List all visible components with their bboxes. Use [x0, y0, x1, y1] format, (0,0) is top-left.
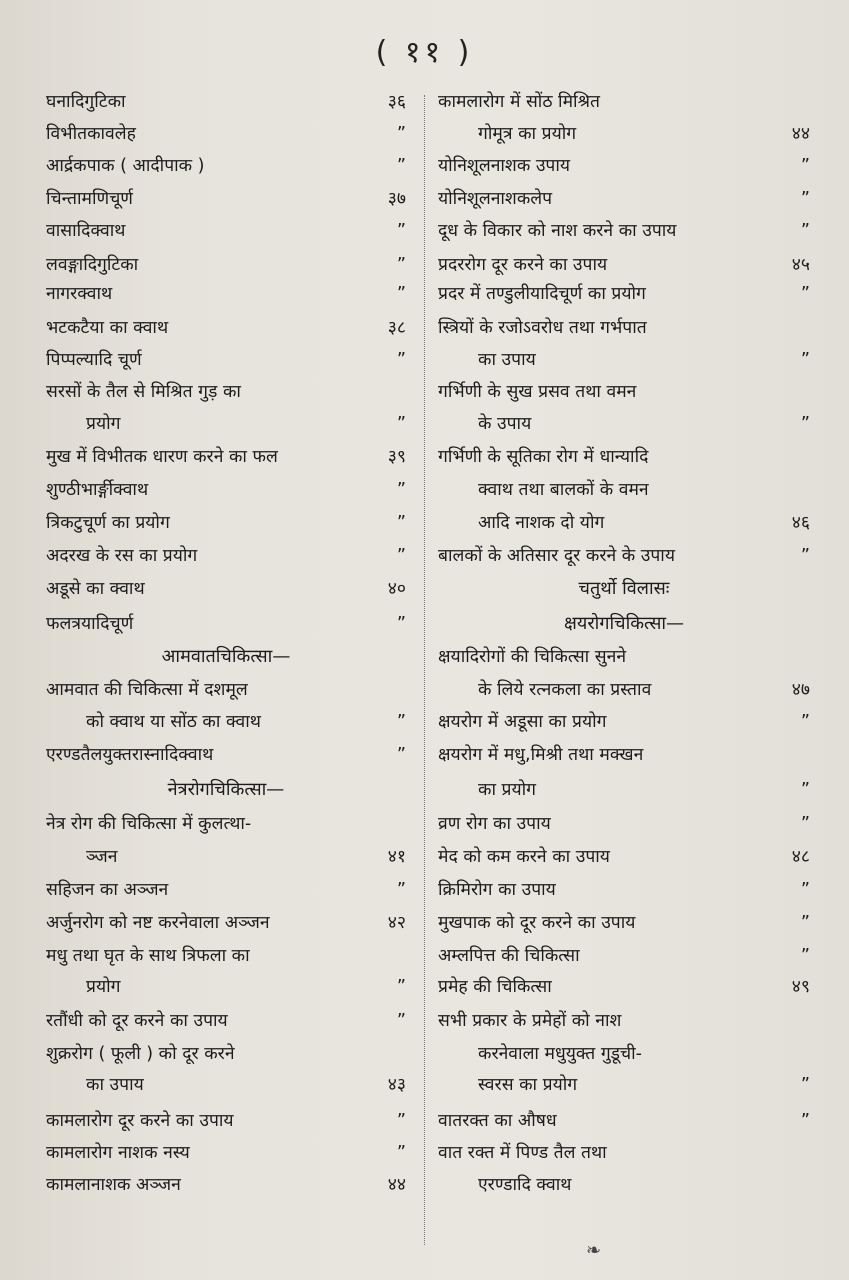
entry-page-number: ४४ — [791, 124, 810, 144]
toc-entry — [46, 876, 406, 904]
entry-title: के उपाय — [478, 414, 532, 434]
entry-title: क्षयरोग में अडूसा का प्रयोग — [438, 712, 607, 732]
entry-page-number: ” — [800, 546, 810, 566]
entry-title: शुक्ररोग ( फूली ) को दूर करने — [46, 1044, 235, 1064]
section-heading — [438, 575, 810, 603]
toc-entry — [46, 1139, 406, 1167]
toc-entry — [438, 843, 810, 871]
entry-title: मुख में विभीतक धारण करने का फल — [46, 447, 278, 467]
entry-page-number: ” — [396, 745, 406, 765]
toc-entry — [438, 1107, 810, 1135]
entry-page-number: ३७ — [387, 189, 406, 209]
entry-page-number: ४५ — [791, 255, 810, 275]
entry-title: वासादिक्वाथ — [46, 221, 126, 241]
entry-title: वात रक्त में पिण्ड तैल तथा — [438, 1143, 607, 1163]
entry-title: क्षयादिरोगों की चिकित्सा सुनने — [438, 647, 627, 667]
entry-title: का उपाय — [86, 1075, 144, 1095]
toc-entry — [438, 346, 810, 374]
toc-entry — [438, 378, 810, 406]
entry-title: शुण्ठीभार्ङ्गीक्वाथ — [46, 480, 149, 500]
entry-title: प्रमेह की चिकित्सा — [438, 977, 552, 997]
entry-title: प्रदररोग दूर करने का उपाय — [438, 255, 608, 275]
entry-title: क्षयरोग में मधु,मिश्री तथा मक्खन — [438, 745, 644, 765]
section-heading — [438, 610, 810, 638]
entry-page-number: ” — [800, 350, 810, 370]
entry-page-number: ” — [396, 977, 406, 997]
entry-page-number: ” — [800, 189, 810, 209]
toc-entry — [438, 676, 810, 704]
toc-entry — [438, 476, 810, 504]
entry-title: का उपाय — [478, 350, 536, 370]
entry-title: त्रिकटुचूर्ण का प्रयोग — [46, 513, 170, 533]
entry-title: एरण्डतैलयुक्तरास्नादिक्वाथ — [46, 745, 214, 765]
entry-page-number: ” — [800, 880, 810, 900]
toc-entry — [46, 280, 406, 308]
toc-entry — [46, 251, 406, 279]
entry-page-number: ” — [800, 1111, 810, 1131]
printer-mark-icon: ❧ — [586, 1240, 602, 1261]
toc-entry — [46, 1171, 406, 1199]
entry-title: के लिये रत्नकला का प्रस्ताव — [478, 680, 652, 700]
entry-page-number: ” — [800, 414, 810, 434]
toc-entry — [438, 1040, 810, 1068]
entry-page-number: ” — [396, 1111, 406, 1131]
entry-title: कामलारोग में सोंठ मिश्रित — [438, 92, 600, 112]
toc-entry — [438, 708, 810, 736]
entry-page-number: ” — [800, 814, 810, 834]
entry-title: को क्वाथ या सोंठ का क्वाथ — [86, 712, 261, 732]
entry-page-number: ” — [396, 350, 406, 370]
toc-entry — [46, 410, 406, 438]
toc-entry — [46, 476, 406, 504]
entry-title: सहिजन का अञ्जन — [46, 880, 169, 900]
entry-page-number: ४३ — [387, 1075, 406, 1095]
toc-entry — [438, 1071, 810, 1099]
toc-entry — [438, 185, 810, 213]
entry-page-number: ४६ — [791, 513, 810, 533]
toc-entry — [46, 909, 406, 937]
entry-title: योनिशूलनाशकलेप — [438, 189, 553, 209]
entry-page-number: ४९ — [791, 977, 810, 997]
entry-title: विभीतकावलेह — [46, 124, 136, 144]
entry-page-number: ४८ — [791, 847, 810, 867]
toc-entry — [438, 942, 810, 970]
entry-title: आर्द्रकपाक ( आदीपाक ) — [46, 156, 205, 176]
toc-entry — [46, 676, 406, 704]
entry-title: बालकों के अतिसार दूर करने के उपाय — [438, 546, 675, 566]
toc-entry — [438, 776, 810, 804]
toc-entry — [438, 120, 810, 148]
entry-page-number: ” — [800, 780, 810, 800]
toc-entry — [438, 542, 810, 570]
entry-page-number: ” — [396, 255, 406, 275]
toc-entry — [46, 708, 406, 736]
entry-title: योनिशूलनाशक उपाय — [438, 156, 571, 176]
entry-title: दूध के विकार को नाश करने का उपाय — [438, 221, 677, 241]
entry-title: प्रयोग — [86, 414, 121, 434]
entry-page-number: ” — [396, 880, 406, 900]
toc-entry — [46, 185, 406, 213]
entry-title: गोमूत्र का प्रयोग — [478, 124, 577, 144]
toc-entry — [46, 346, 406, 374]
entry-title: का प्रयोग — [478, 780, 537, 800]
toc-entry — [46, 1071, 406, 1099]
entry-title: मधु तथा घृत के साथ त्रिफला का — [46, 946, 250, 966]
toc-entry — [46, 810, 406, 838]
entry-page-number: ३९ — [387, 447, 406, 467]
entry-title: अडूसे का क्वाथ — [46, 579, 145, 599]
section-heading — [46, 776, 406, 804]
entry-page-number: ४७ — [791, 680, 810, 700]
toc-entry — [46, 741, 406, 769]
entry-page-number: ४१ — [387, 847, 406, 867]
entry-title: स्वरस का प्रयोग — [478, 1075, 578, 1095]
column-divider — [424, 95, 425, 1245]
toc-entry — [46, 88, 406, 116]
toc-entry — [46, 152, 406, 180]
entry-title: रतौंधी को दूर करने का उपाय — [46, 1011, 228, 1031]
toc-entry — [46, 314, 406, 342]
entry-page-number: ” — [396, 414, 406, 434]
entry-page-number: ” — [800, 1075, 810, 1095]
entry-title: करनेवाला मधुयुक्त गुडूची- — [478, 1044, 643, 1064]
entry-title: नेत्र रोग की चिकित्सा में कुलत्था- — [46, 814, 252, 834]
toc-entry — [46, 1107, 406, 1135]
entry-page-number: ” — [800, 946, 810, 966]
entry-title: गर्भिणी के सूतिका रोग में धान्यादि — [438, 447, 649, 467]
toc-entry — [46, 1007, 406, 1035]
entry-page-number: ” — [396, 712, 406, 732]
entry-title: कामलारोग नाशक नस्य — [46, 1143, 190, 1163]
entry-title: ञ्जन — [86, 847, 118, 867]
entry-title: फलत्रयादिचूर्ण — [46, 614, 134, 634]
entry-page-number: ” — [396, 480, 406, 500]
toc-entry — [438, 1139, 810, 1167]
toc-entry — [46, 973, 406, 1001]
entry-title: एरण्डादि क्वाथ — [478, 1175, 572, 1195]
entry-title: क्षयरोगचिकित्सा— — [563, 613, 685, 634]
toc-entry — [438, 152, 810, 180]
entry-page-number: ३८ — [387, 318, 406, 338]
entry-title: कामलारोग दूर करने का उपाय — [46, 1111, 234, 1131]
toc-entry — [438, 973, 810, 1001]
entry-title: चतुर्थो विलासः — [578, 578, 670, 599]
toc-entry — [438, 410, 810, 438]
entry-title: नेत्ररोगचिकित्सा— — [167, 779, 285, 800]
entry-page-number: ” — [800, 156, 810, 176]
toc-entry — [46, 120, 406, 148]
toc-entry — [438, 509, 810, 537]
toc-entry — [438, 280, 810, 308]
entry-title: घनादिगुटिका — [46, 92, 126, 112]
toc-entry — [438, 1007, 810, 1035]
entry-title: आमवात की चिकित्सा में दशमूल — [46, 680, 248, 700]
entry-title: व्रण रोग का उपाय — [438, 814, 551, 834]
entry-title: गर्भिणी के सुख प्रसव तथा वमन — [438, 382, 637, 402]
entry-title: आमवातचिकित्सा— — [161, 646, 291, 667]
entry-page-number: ” — [396, 221, 406, 241]
toc-entry — [438, 88, 810, 116]
entry-page-number: ४२ — [387, 913, 406, 933]
toc-entry — [438, 1171, 810, 1199]
entry-title: प्रयोग — [86, 977, 121, 997]
entry-page-number: ” — [396, 546, 406, 566]
entry-page-number: ” — [396, 614, 406, 634]
toc-entry — [438, 217, 810, 245]
toc-entry — [438, 643, 810, 671]
entry-title: अम्लपित्त की चिकित्सा — [438, 946, 580, 966]
toc-entry — [46, 942, 406, 970]
entry-title: अदरख के रस का प्रयोग — [46, 546, 198, 566]
toc-entry — [46, 443, 406, 471]
entry-page-number: ” — [396, 513, 406, 533]
entry-page-number: ” — [396, 1143, 406, 1163]
toc-entry — [46, 843, 406, 871]
entry-title: नागरक्वाथ — [46, 284, 113, 304]
toc-entry — [46, 509, 406, 537]
entry-title: मुखपाक को दूर करने का उपाय — [438, 913, 636, 933]
entry-title: वातरक्त का औषध — [438, 1111, 557, 1131]
entry-title: पिप्पल्यादि चूर्ण — [46, 350, 142, 370]
toc-entry — [438, 314, 810, 342]
entry-page-number: ” — [396, 284, 406, 304]
entry-title: सभी प्रकार के प्रमेहों को नाश — [438, 1011, 622, 1031]
entry-page-number: ” — [800, 913, 810, 933]
entry-title: स्त्रियों के रजोऽवरोध तथा गर्भपात — [438, 318, 647, 338]
entry-page-number: ४४ — [387, 1175, 406, 1195]
entry-title: प्रदर में तण्डुलीयादिचूर्ण का प्रयोग — [438, 284, 646, 304]
entry-title: क्रिमिरोग का उपाय — [438, 880, 556, 900]
entry-title: सरसों के तैल से मिश्रित गुड़ का — [46, 382, 241, 402]
toc-entry — [46, 542, 406, 570]
entry-page-number: ” — [800, 284, 810, 304]
entry-page-number: ४० — [387, 579, 406, 599]
toc-entry — [438, 741, 810, 769]
toc-entry — [46, 217, 406, 245]
entry-title: लवङ्गादिगुटिका — [46, 255, 139, 275]
entry-page-number: ” — [800, 712, 810, 732]
toc-entry — [438, 251, 810, 279]
entry-page-number: ” — [800, 221, 810, 241]
toc-entry — [438, 443, 810, 471]
page-number: ( ११ ) — [375, 35, 474, 70]
entry-page-number: ” — [396, 1011, 406, 1031]
toc-entry — [46, 1040, 406, 1068]
toc-entry — [438, 909, 810, 937]
toc-entry — [438, 876, 810, 904]
entry-title: अर्जुनरोग को नष्ट करनेवाला अञ्जन — [46, 913, 270, 933]
entry-title: मेद को कम करने का उपाय — [438, 847, 610, 867]
entry-title: कामलानाशक अञ्जन — [46, 1175, 181, 1195]
entry-page-number: ” — [396, 156, 406, 176]
section-heading — [46, 643, 406, 671]
entry-page-number: ३६ — [387, 92, 406, 112]
entry-title: आदि नाशक दो योग — [478, 513, 605, 533]
toc-entry — [46, 610, 406, 638]
toc-entry — [438, 810, 810, 838]
toc-entry — [46, 575, 406, 603]
entry-title: क्वाथ तथा बालकों के वमन — [478, 480, 649, 500]
entry-page-number: ” — [396, 124, 406, 144]
entry-title: भटकटैया का क्वाथ — [46, 318, 169, 338]
entry-title: चिन्तामणिचूर्ण — [46, 189, 133, 209]
toc-entry — [46, 378, 406, 406]
